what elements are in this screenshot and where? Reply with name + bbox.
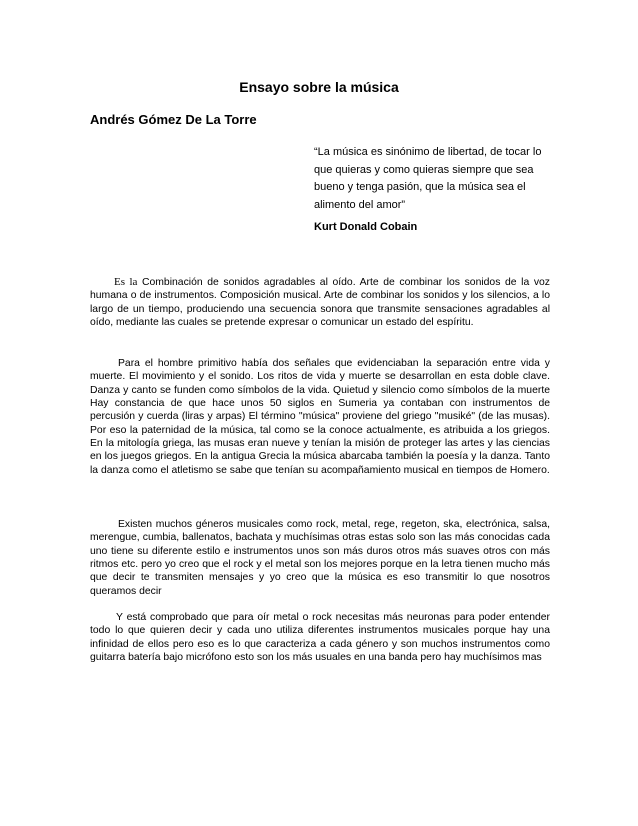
document-title: Ensayo sobre la música [239,79,399,95]
paragraph-1-text: Combinación de sonidos agradables al oído. Arte de combinar los sonidos de la voz humana o de instrumentos. Composición musical. Arte de combinar los sonidos y los silencios, a lo largo de un tiempo, produciendo una secuencia sonora que transmite sensaciones agradables al oído, mediante las cuales se pretende expresar o comunicar un estado del espíritu. [90,277,550,329]
paragraph-1 [90,276,550,329]
paragraph-4: Y está comprobado que para oír metal o rock necesitas más neuronas para poder entender todo lo que quieren decir y cada uno utiliza diferentes instrumentos musicales porque hay una infinidad de ellos pero eso es lo que caracteriza a cada género y son muchos instrumentos como guitarra batería bajo micrófono esto son los más usuales en una banda pero hay muchísimos mas [90,612,550,664]
paragraph-2: Para el hombre primitivo había dos señales que evidenciaban la separación entre vida y muerte. El movimiento y el sonido. Los ritos de vida y muerte se desarrollan en esta doble clave. Danza y canto se funden como símbolos de la vida. Quietud y silencio como símbolos de la muerte Hay constancia de que hace unos 50 siglos en Sumeria ya contaban con instrumentos de percusión y cuerda (liras y arpas) El término "música" proviene del griego "musiké" (de las musas). Por eso la paternidad de la música, tal como se la conoce actualmente, es atribuida a los griegos. En la mitología griega, las musas eran nueve y tenían la misión de proteger las artes y las ciencias en los juegos griegos. En la antigua Grecia la música abarcaba también la poesía y la danza. Tanto la danza como el atletismo se sabe que tenían su acompañamiento musical en tiempos de Homero. [90,358,550,476]
paragraph-3: Existen muchos géneros musicales como rock, metal, rege, regeton, ska, electrónica, salsa, merengue, cumbia, ballenatos, bachata y muchísimas otras estas solo son las más conocidas cada uno tiene su diferente estilo e instrumentos unos son más duros otros más suaves otros con más ritmos etc. pero yo creo que el rock y el metal son los mejores porque en la letra tienen mucho más que decir te transmiten mensajes y yo creo que la música es eso transmitir lo que nosotros queramos decir [90,519,550,597]
epigraph-attribution: Kurt Donald Cobain [314,221,418,233]
epigraph-quote: “La música es sinónimo de libertad, de tocar lo que quieras y como quieras siempre que sea bueno y tenga pasión, que la música sea el alimento del amor” [314,146,542,211]
author-name: Andrés Gómez De La Torre [90,112,257,127]
paragraph-1-lead: Es la [114,276,138,288]
